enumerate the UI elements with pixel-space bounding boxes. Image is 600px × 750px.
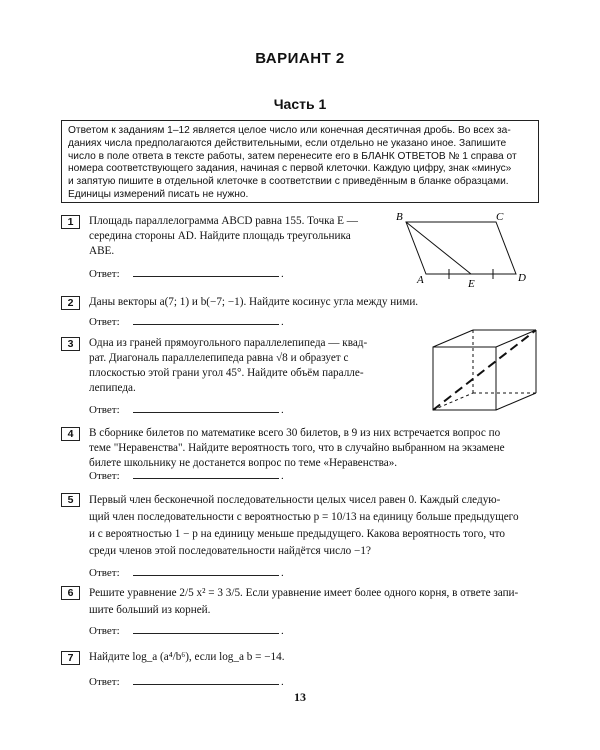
task-text — [89, 426, 505, 471]
task-text — [89, 336, 367, 396]
answer-label: Ответ: — [89, 268, 120, 280]
task-line: среди членов этой последовательности найдётся число −1? — [89, 545, 371, 557]
task-number: 4 — [61, 427, 80, 441]
task-text — [89, 492, 519, 560]
answer-line[interactable] — [133, 624, 279, 634]
diagonal — [433, 330, 536, 410]
label-e: E — [468, 278, 475, 290]
answer-field[interactable] — [89, 624, 284, 639]
variant-title: ВАРИАНТ 2 — [255, 50, 345, 67]
task-7 — [61, 651, 539, 691]
answer-line[interactable] — [133, 315, 279, 325]
task-text — [89, 585, 518, 619]
answer-dot: . — [281, 404, 284, 416]
task-line: В сборнике билетов по математике всего 30 билетов, в 9 из них встречается вопрос по — [89, 427, 501, 439]
parallelogram-figure — [390, 208, 540, 290]
task-line: теме "Неравенства". Найдите вероятность того, что в случайно выбранном на экзамене — [89, 442, 505, 454]
answer-field[interactable] — [89, 675, 284, 690]
answer-line[interactable] — [133, 675, 279, 685]
instructions-line: число в поле ответа в тексте работы, затем перенесите его в БЛАНК ОТВЕТОВ № 1 справа от — [68, 150, 517, 162]
task-line: лепипеда. — [89, 382, 136, 394]
answer-dot: . — [281, 316, 284, 328]
task-6 — [61, 586, 539, 638]
task-number: 7 — [61, 651, 80, 665]
task-number: 2 — [61, 296, 80, 310]
label-d: D — [518, 272, 526, 284]
label-a: A — [417, 274, 424, 286]
task-number: 3 — [61, 337, 80, 351]
answer-dot: . — [281, 567, 284, 579]
answer-dot: . — [281, 268, 284, 280]
label-b: B — [396, 211, 403, 223]
answer-line[interactable] — [133, 469, 279, 479]
task-line: и с вероятностью 1 − p на единицу меньше предыдущего. Какова вероятность того, что — [89, 528, 505, 540]
instructions-line: Единицы измерений писать не нужно. — [68, 188, 249, 200]
answer-field[interactable] — [89, 469, 284, 484]
task-line: Одна из граней прямоугольного параллелепипеда — квад- — [89, 337, 368, 349]
page-number: 13 — [294, 690, 306, 704]
task-line: рат. Диагональ параллелепипеда равна √8 и образует с — [89, 352, 349, 364]
task-text — [89, 214, 358, 259]
answer-dot: . — [281, 676, 284, 688]
answer-line[interactable] — [133, 403, 279, 413]
instructions-line: номера соответствующего задания, начиная с первой клеточки. Каждую цифру, знак «минус» — [68, 163, 512, 175]
task-number: 1 — [61, 215, 80, 229]
instructions-line: и запятую пишите в отдельной клеточке в соответствии с приведённым в бланке образцами. — [68, 176, 509, 188]
instructions-line: Ответом к заданиям 1–12 является целое число или конечная десятичная дробь. Во всех за- — [68, 125, 511, 136]
answer-label: Ответ: — [89, 316, 120, 328]
parallelepiped-figure — [425, 325, 545, 425]
answer-label: Ответ: — [89, 676, 120, 688]
answer-label: Ответ: — [89, 470, 120, 482]
answer-line[interactable] — [133, 566, 279, 576]
instructions-line: даниях числа предполагаются действительными, если отдельно не указано иное. Запишите — [68, 137, 507, 149]
task-line: ABE. — [89, 245, 115, 257]
task-line: билете школьнику не достанется вопрос по теме «Неравенства». — [89, 457, 398, 469]
part-title: Часть 1 — [273, 96, 327, 112]
task-number: 5 — [61, 493, 80, 507]
answer-field[interactable] — [89, 267, 284, 282]
instructions-box — [61, 120, 539, 203]
task-line: плоскостью этой грани угол 45°. Найдите объём паралле- — [89, 367, 364, 379]
task-5 — [61, 493, 539, 581]
label-c: C — [496, 211, 504, 223]
answer-label: Ответ: — [89, 625, 120, 637]
hidden-edge — [433, 393, 473, 410]
answer-dot: . — [281, 470, 284, 482]
answer-field[interactable] — [89, 566, 284, 581]
answer-label: Ответ: — [89, 404, 120, 416]
edge — [496, 393, 536, 410]
task-line: Площадь параллелограмма ABCD равна 155. Точка E — — [89, 215, 358, 227]
task-line: шите больший из корней. — [89, 604, 211, 616]
task-line: середина стороны AD. Найдите площадь треугольника — [89, 230, 351, 242]
task-text: Даны векторы a(7; 1) и b(−7; −1). Найдите косинус угла между ними. — [89, 296, 419, 308]
front-face — [433, 347, 496, 410]
task-line: Решите уравнение 2/5 x² = 3 3/5. Если уравнение имеет более одного корня, в ответе запи- — [89, 587, 519, 599]
task-4 — [61, 427, 539, 487]
answer-line[interactable] — [133, 267, 279, 277]
answer-field[interactable] — [89, 403, 284, 418]
task-line: щий член последовательности с вероятностью p = 10/13 на единицу больше предыдущего — [89, 511, 519, 523]
task-line: Первый член бесконечной последовательности целых чисел равен 0. Каждый следую- — [89, 494, 501, 506]
edge — [433, 330, 473, 347]
answer-dot: . — [281, 625, 284, 637]
task-number: 6 — [61, 586, 80, 600]
answer-field[interactable] — [89, 315, 284, 330]
task-text: Найдите log_a (a⁴/b⁶), если log_a b = −14. — [89, 651, 285, 663]
answer-label: Ответ: — [89, 567, 120, 579]
